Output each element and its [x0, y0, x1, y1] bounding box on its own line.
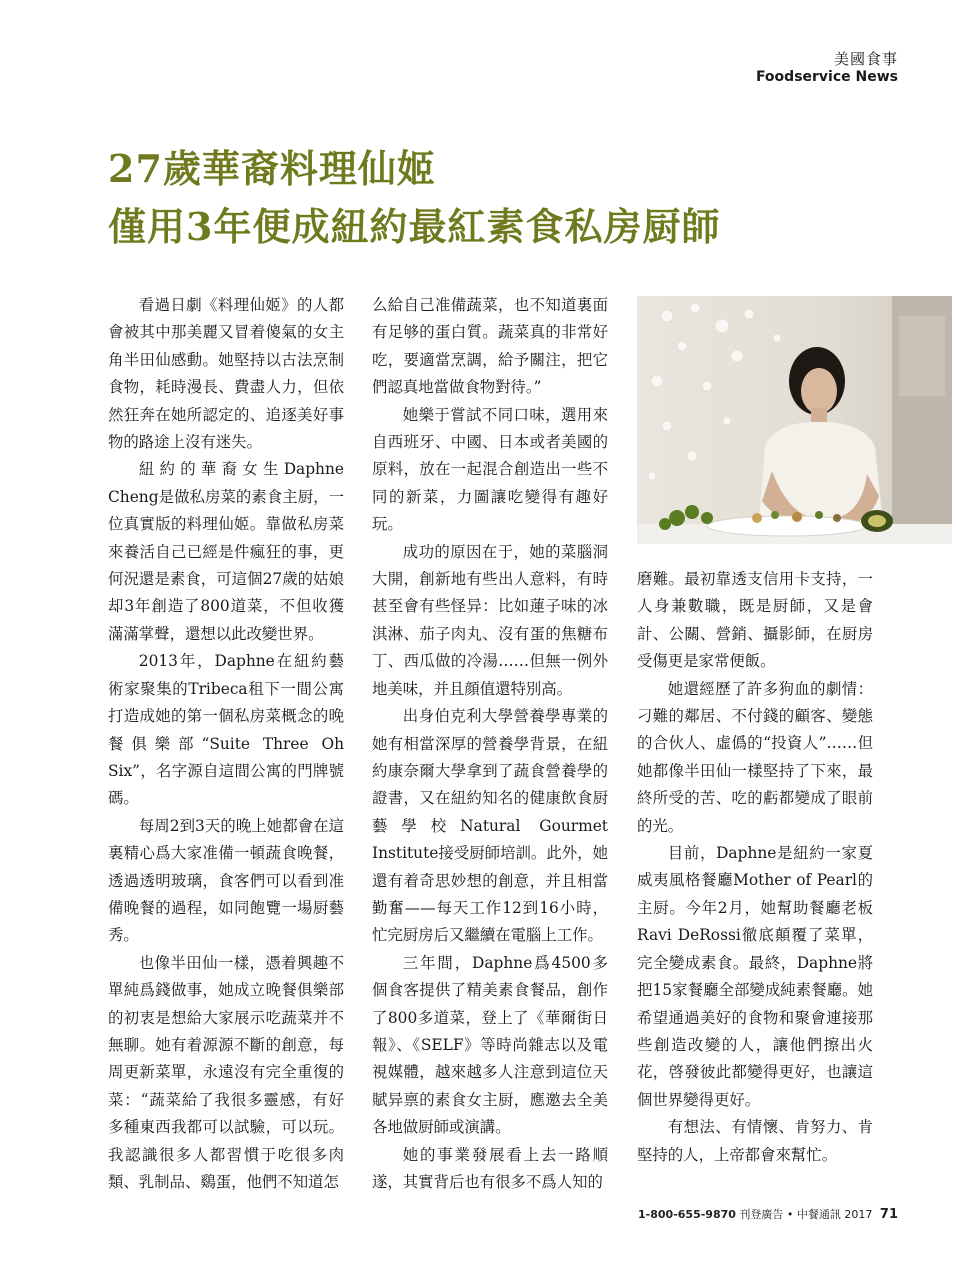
- article-headline: [108, 140, 868, 256]
- paragraph: 紐約的華裔女生Daphne Cheng是做私房菜的素食主厨，一位真實版的料理仙姬。靠做私房菜來養活自己已經是件瘋狂的事，更何況還是素食，可這個27歲的姑娘却3年創造了800道菜，不但收獲滿滿掌聲，還想以此改變世界。: [108, 460, 344, 643]
- paragraph: 三年間，Daphne爲4500多個食客提供了精美素食餐品，創作了800多道菜，登上了《華爾街日報》、《SELF》等時尚雜志以及電視媒體，越來越多人注意到這位天賦异禀的素食女主厨，應邀去全美各地做厨師或演講。: [372, 953, 608, 1137]
- section-title-chinese: 美國食事: [833, 50, 898, 68]
- headline-line-2: 僅用3年便成紐約最紅素食私房厨師: [108, 204, 721, 249]
- paragraph: 每周2到3天的晚上她都會在這裏精心爲大家准備一頓蔬食晚餐，透過透明玻璃，食客們可以看到准備晚餐的過程，如同飽覽一場厨藝秀。: [108, 816, 344, 945]
- page-number: 71: [879, 1207, 898, 1222]
- paragraph: 她還經歷了許多狗血的劇情：刁難的鄰居、不付錢的顧客、變態的合伙人、虛僞的“投資人”……但她都像半田仙一樣堅持了下來，最終所受的苦、吃的虧都變成了眼前的光。: [637, 679, 873, 835]
- section-header: [756, 50, 898, 86]
- paragraph: 看過日劇《料理仙姬》的人都會被其中那美麗又冒着傻氣的女主角半田仙感動。她堅持以古法烹制食物，耗時漫長、費盡人力，但依然狂奔在她所認定的、追逐美好事物的路途上沒有迷失。: [108, 296, 344, 452]
- article-column-1: [108, 292, 344, 1196]
- paragraph: 出身伯克利大學營養學專業的她有相當深厚的營養學背景，在紐約康奈爾大學拿到了蔬食營養學的證書，又在紐約知名的健康飲食厨藝學校Natural Gourmet Institute接受厨師培訓。此外，她還有着奇思妙想的創意，并且相當勤奮——每天工作12到16小時，忙完厨房后又繼續在電腦上工作。: [372, 707, 608, 945]
- chef-photo: [637, 296, 952, 544]
- column-3-text: [637, 566, 873, 1169]
- headline-line-1: 27歲華裔料理仙姬: [108, 146, 436, 191]
- paragraph: 成功的原因在于，她的菜腦洞大開，創新地有些出人意料，有時甚至會有些怪异：比如蓮子味的冰淇淋、茄子肉丸、沒有蛋的焦糖布丁、西瓜做的冷湯……但無一例外地美味，并且顔值還特別高。: [372, 542, 608, 698]
- paragraph: 也像半田仙一樣，憑着興趣不單純爲錢做事，她成立晚餐俱樂部的初衷是想給大家展示吃蔬菜并不無聊。她有着源源不斷的創意，每周更新菜單，永遠沒有完全重復的菜：“蔬菜給了我很多靈感，有好多種東西我都可以試驗，可以玩。我認識很多人都習慣于吃很多肉類、乳制品、鷄蛋，他們不知道怎: [108, 953, 344, 1191]
- page-footer: [638, 1206, 898, 1222]
- footer-publication: 刊登廣告 • 中餐通訊 2017: [739, 1208, 873, 1221]
- footer-phone: 1-800-655-9870: [638, 1208, 736, 1221]
- paragraph: 么給自己准備蔬菜，也不知道裏面有足够的蛋白質。蔬菜真的非常好吃，要適當烹調，給予關注，把它們認真地當做食物對待。”: [372, 296, 608, 397]
- paragraph: 2013年，Daphne在紐約藝術家聚集的Tribeca租下一間公寓打造成她的第一個私房菜概念的晚餐俱樂部“Suite Three Oh Six”，名字源自這間公寓的門牌號碼。: [108, 652, 344, 808]
- section-title-english: Foodservice News: [755, 69, 898, 85]
- paragraph: 她樂于嘗試不同口味，選用來自西班牙、中國、日本或者美國的原料，放在一起混合創造出一些不同的新菜，力圖讓吃變得有趣好玩。: [372, 405, 608, 534]
- paragraph: 磨難。最初靠透支信用卡支持，一人身兼數職，既是厨師，又是會計、公關、營銷、攝影師，在厨房受傷更是家常便飯。: [637, 570, 873, 671]
- article-column-2: [372, 292, 608, 1196]
- paragraph: 她的事業發展看上去一路順遂，其實背后也有很多不爲人知的: [372, 1145, 608, 1191]
- paragraph: 有想法、有情懷、肯努力、肯堅持的人，上帝都會來幫忙。: [637, 1118, 873, 1164]
- paragraph: 目前，Daphne是紐約一家夏威夷風格餐廳Mother of Pearl的主厨。今年2月，她幫助餐廳老板Ravi DeRossi徹底顛覆了菜單，完全變成素食。最終，Daphne將把15家餐廳全部變成純素餐廳。她希望通過美好的食物和聚會連接那些創造改變的人，讓他們擦出火花，啓發彼此都變得更好，也讓這個世界變得更好。: [637, 844, 873, 1109]
